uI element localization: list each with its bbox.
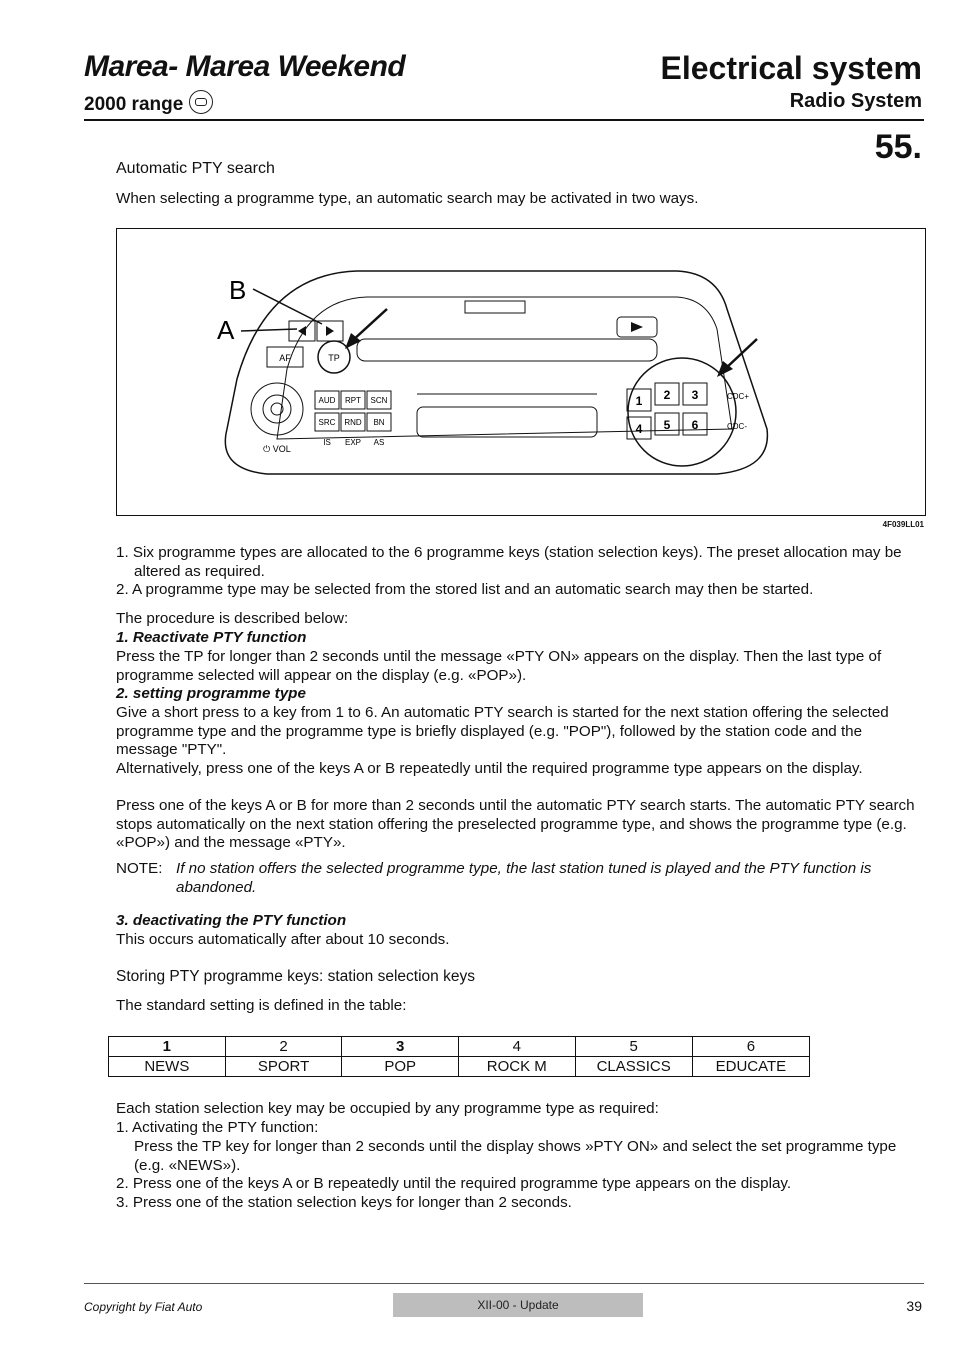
storing-heading: Storing PTY programme keys: station selection keys [116,968,475,985]
table-cell: 1 [109,1037,226,1057]
radio-illustration [117,229,925,515]
rnd-key-label: RND [344,418,362,427]
table-row [109,1037,810,1057]
station-key-2: 2 [663,388,671,402]
cdc-plus-label: CDC+ [727,392,750,401]
af-key-label: AF [279,353,291,363]
table-cell: SPORT [225,1057,342,1077]
note-text: If no station offers the selected programme type, the last station tuned is played and the PTY function is abandoned. [176,860,872,896]
station-key-4: 4 [635,422,643,436]
table-cell: 5 [575,1037,692,1057]
occupy-intro: Each station selection key may be occupied by any programme type as required: [116,1100,659,1117]
range-label [84,90,213,116]
step2-title: 2. setting programme type [116,685,306,702]
table-cell: EDUCATE [692,1057,809,1077]
brand-title: Marea- Marea Weekend [84,50,406,83]
range-text: 2000 range [84,94,184,115]
occupy-item-1-text: Press the TP key for longer than 2 seconds until the display shows »PTY ON» and select the set programme type (e.g. «NEWS»). [134,1138,897,1174]
figure-code: 4F039LL01 [882,520,924,529]
station-key-3: 3 [691,388,699,402]
chapter-title: Electrical system [660,50,922,86]
table-row [109,1057,810,1077]
procedure-intro: The procedure is described below: [116,610,349,627]
section-number: 55. [874,128,922,166]
list-item-2: 2. A programme type may be selected from the stored list and an automatic search may then be started. [116,581,814,598]
table-cell: 2 [225,1037,342,1057]
step2-text2: Alternatively, press one of the keys A or B repeatedly until the required programme type appears on the display. [116,760,863,777]
step3-title: 3. deactivating the PTY function [116,912,347,929]
label-b: B [229,275,247,305]
rpt-key-label: RPT [345,396,361,405]
occupy-item-3: 3. Press one of the station selection keys for longer than 2 seconds. [116,1194,572,1211]
intro-heading: Automatic PTY search [116,160,275,177]
station-key-5: 5 [663,418,671,432]
section-title: Radio System [789,90,922,112]
intro-text: When selecting a programme type, an automatic search may be activated in two ways. [116,190,699,207]
table-cell: ROCK M [458,1057,575,1077]
footer-rule [84,1283,924,1284]
label-a: A [217,315,235,345]
vol-label: ⏻ VOL [263,444,291,454]
is-label: IS [323,438,331,447]
table-cell: 4 [458,1037,575,1057]
table-cell: POP [342,1057,458,1077]
station-key-6: 6 [691,418,699,432]
copyright: Copyright by Fiat Auto [84,1300,203,1314]
storing-text: The standard setting is defined in the table: [116,997,407,1014]
pty-table [108,1036,810,1077]
scn-key-label: SCN [370,396,388,405]
aud-key-label: AUD [318,396,336,405]
table-cell: 6 [692,1037,809,1057]
bn-key-label: BN [373,418,385,427]
station-key-1: 1 [635,394,643,408]
car-icon [189,90,213,114]
table-cell: 3 [342,1037,458,1057]
header-rule [84,119,924,121]
step2-text3: Press one of the keys A or B for more than 2 seconds until the automatic PTY search starts. The automatic PTY search stops automatically on the next station offering the preselected programme type, and shows the programme type (e.g. «POP») and the message «PTY». [116,797,915,851]
table-cell: CLASSICS [575,1057,692,1077]
step3-text: This occurs automatically after about 10 seconds. [116,931,450,948]
table-cell: NEWS [109,1057,226,1077]
cdc-minus-label: CDC- [727,422,747,431]
src-key-label: SRC [318,418,336,427]
occupy-item-2: 2. Press one of the keys A or B repeatedly until the required programme type appears on the display. [116,1175,792,1192]
step2-text1: Give a short press to a key from 1 to 6. An automatic PTY search is started for the next station offering the selected programme type and the programme type is briefly displayed (e.g. "POP"), followed by the station code and the message "PTY". [116,704,889,758]
radio-figure [116,228,926,516]
exp-label: EXP [344,438,362,447]
page-number: 39 [906,1298,922,1314]
as-label: AS [373,438,385,447]
list-item-1: 1. Six programme types are allocated to the 6 programme keys (station selection keys). The preset allocation may be altered as required. [116,544,902,580]
note-label: NOTE: [116,860,163,877]
update-badge: XII-00 - Update [393,1293,643,1317]
step1-text: Press the TP for longer than 2 seconds until the message «PTY ON» appears on the display. Then the last type of programme selected will appear on the display (e.g. «POP»). [116,648,882,684]
tp-key-label: TP [328,353,340,363]
step1-title: 1. Reactivate PTY function [116,629,307,646]
occupy-item-1: 1. Activating the PTY function: [116,1119,319,1136]
